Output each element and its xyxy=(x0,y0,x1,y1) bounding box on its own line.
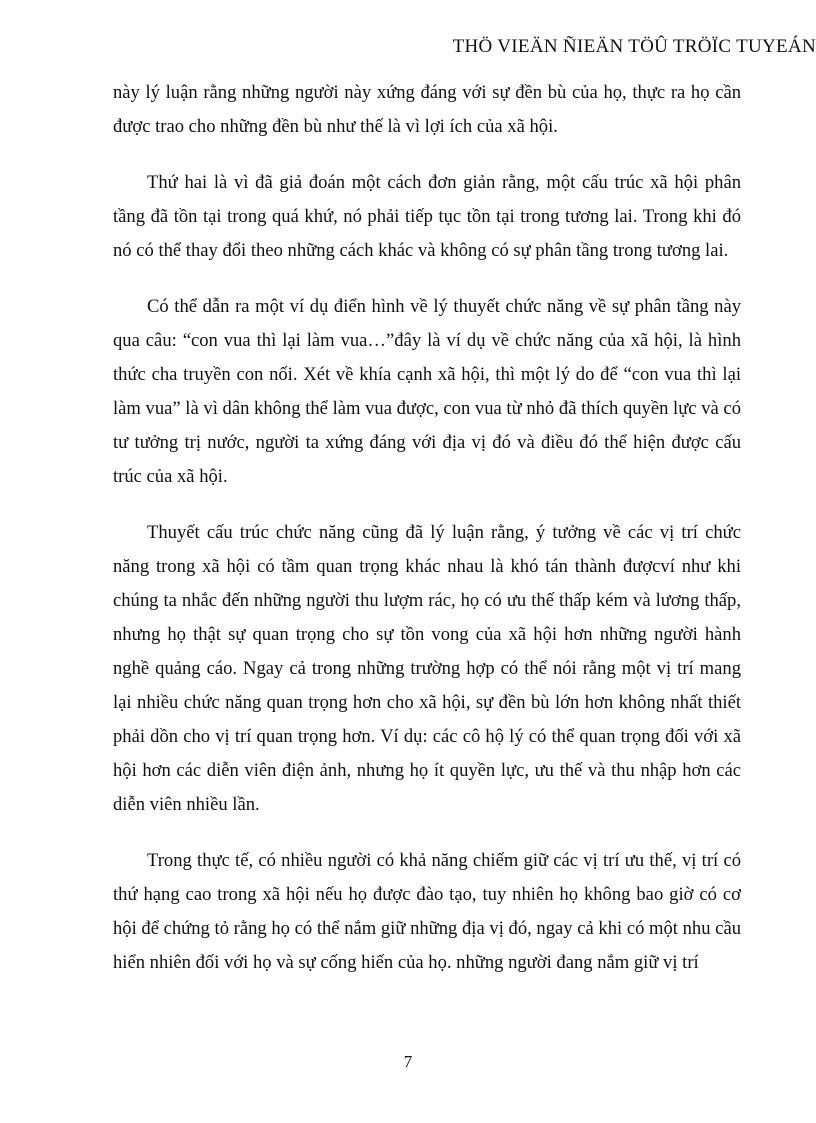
document-body xyxy=(113,76,741,1002)
page-number: 7 xyxy=(403,1052,413,1071)
paragraph: Thứ hai là vì đã giả đoán một cách đơn giản rằng, một cấu trúc xã hội phân tầng đã tồn tại trong quá khứ, nó phải tiếp tục tồn tại trong tương lai. Trong khi đó nó có thể thay đổi theo những cách khác và không có sự phân tầng trong tương lai. xyxy=(113,172,741,261)
paragraph: Có thể dẫn ra một ví dụ điển hình về lý thuyết chức năng về sự phân tầng này qua câu: “con vua thì lại làm vua…”đây là ví dụ về chức năng của xã hội, là hình thức cha truyền con nối. Xét về khía cạnh xã hội, thì một lý do để “con vua thì lại làm vua” là vì dân không thể làm vua được, con vua từ nhỏ đã thích quyền lực và có tư tưởng trị nước, người ta xứng đáng với địa vị đó và điều đó thể hiện được cấu trúc của xã hội. xyxy=(113,296,741,487)
paragraph: Trong thực tế, có nhiều người có khả năng chiếm giữ các vị trí ưu thế, vị trí có thứ hạng cao trong xã hội nếu họ được đào tạo, tuy nhiên họ không bao giờ có cơ hội để chứng tỏ rằng họ có thể nắm giữ những địa vị đó, ngay cả khi có một nhu cầu hiển nhiên đối với họ và sự cống hiến của họ. những người đang nắm giữ vị trí xyxy=(113,850,741,973)
paragraph: Thuyết cấu trúc chức năng cũng đã lý luận rằng, ý tưởng về các vị trí chức năng trong xã hội có tầm quan trọng khác nhau là khó tán thành đượcví như khi chúng ta nhắc đến những người thu lượm rác, họ có ưu thế thấp kém và lương thấp, nhưng họ thật sự quan trọng cho sự tồn vong của xã hội hơn những người hành nghề quảng cáo. Ngay cả trong những trường hợp có thể nói rằng một vị trí mang lại nhiều chức năng quan trọng hơn cho xã hội, sự đền bù lớn hơn không nhất thiết phải dồn cho vị trí quan trọng hơn. Ví dụ: các cô hộ lý có thể quan trọng đối với xã hội hơn các diễn viên điện ảnh, nhưng họ ít quyền lực, ưu thế và thu nhập hơn các diễn viên nhiều lần. xyxy=(113,522,741,815)
running-header: THÖ VIEÄN ÑIEÄN TÖÛ TRÖÏC TUYEÁN xyxy=(452,36,816,57)
paragraph-continuation: này lý luận rằng những người này xứng đáng với sự đền bù của họ, thực ra họ cần được trao cho những đền bù như thế là vì lợi ích của xã hội. xyxy=(113,82,741,137)
